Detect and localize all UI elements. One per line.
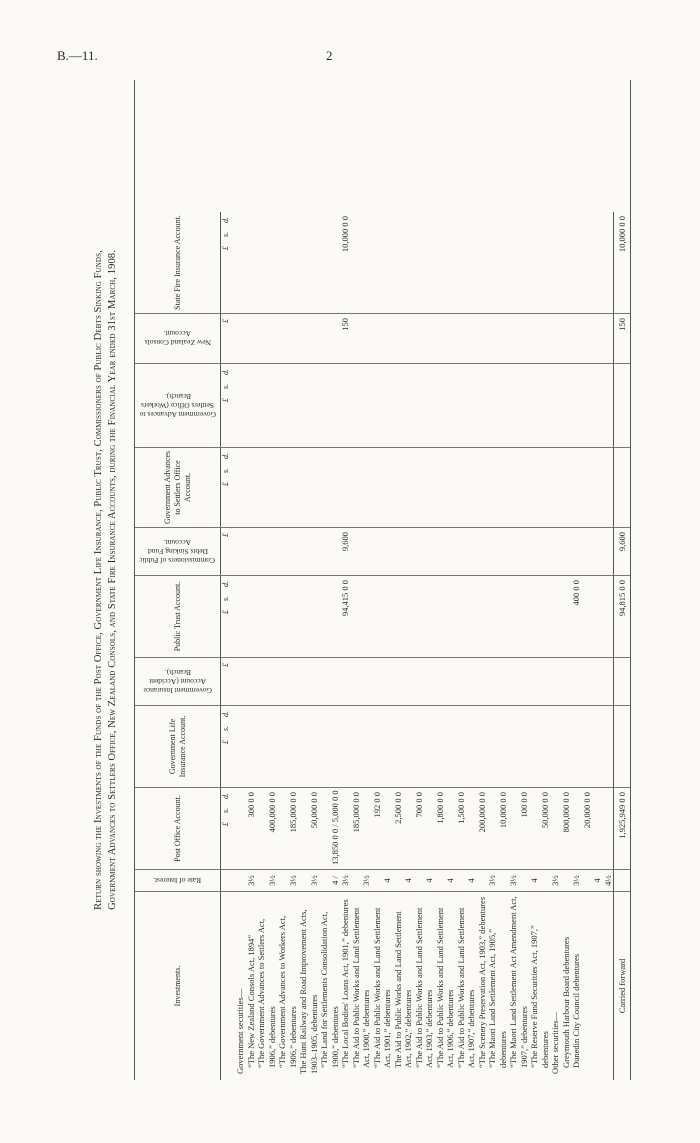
table-row-label: “The Scenery Preservation Act, 1903,” debentures: [476, 896, 487, 1068]
rotated-return-table: [92, 80, 627, 1080]
unit-pounds: £: [221, 610, 230, 615]
col-commissioners: Commissioners of Public Debts Sinking Fund Account.: [139, 538, 216, 565]
table-row-label: “The Aid to Public Works and Land Settlement Act, 1903,” debentures: [413, 907, 434, 1068]
table-cell-rate: 4: [445, 878, 455, 883]
col-gov-settlers: Government Advances to Settlers Office Account.: [135, 448, 221, 528]
total-state-fire: 10,000 0 0: [613, 212, 630, 314]
col-gov-accident: Government Insurance Account (Accident Branch).: [143, 668, 212, 695]
col-gov-workers: Government Advances to Settlers Office (Workers Branch).: [139, 392, 216, 419]
table-cell-rate: 4 / 3½: [329, 875, 350, 886]
nz-consols-column: [235, 314, 613, 364]
title-line-1: Return showing the Investments of the Funds of the Post Office, Government Life Insurance, Public Trust, Commissioners of Public Debts Sinking Funds,: [93, 250, 104, 910]
table-cell-rate: 3½: [487, 875, 497, 886]
table-row-label: “The Land for Settlements Consolidation Act, 1900,” debentures: [319, 911, 340, 1068]
table-row-label: “The Aid to Public Works and Land Settlement Act, 1906,” debentures: [434, 907, 455, 1068]
table-cell-amount: [235, 792, 246, 865]
page-reference: B.—11.: [57, 48, 98, 63]
table-row-label: Greymouth Harbour Board debentures: [560, 936, 571, 1068]
table-cell-amount: 13,850 0 0 / 5,000 0 0: [329, 790, 340, 865]
commissioners-column: [235, 528, 613, 576]
total-post-office: 1,925,949 0 0: [613, 788, 630, 870]
table-cell-amount: 9,600: [340, 532, 350, 552]
table-cell-amount: 20,000 0 0: [581, 792, 592, 829]
table-cell-rate: [235, 874, 246, 887]
total-nz-consols: 150: [613, 314, 630, 364]
table-cell-amount: 2,500 0 0: [392, 792, 403, 824]
carried-forward-row: [613, 80, 630, 1080]
table-cell-amount: 200,000 0 0: [476, 792, 487, 833]
public-trust-column: [235, 576, 613, 658]
unit-pounds: £: [221, 663, 230, 667]
total-public-trust: 94,815 0 0: [613, 576, 630, 658]
table-row-label: “The Government Advances to Settlers Act, 1906,” debentures: [256, 918, 277, 1068]
rate-column: [235, 870, 613, 892]
table-cell-rate: 4: [382, 878, 392, 883]
table-cell-amount: 185,000 0 0: [350, 792, 361, 833]
page-number: 2: [326, 48, 333, 63]
col-nz-consols: New Zealand Consols Account.: [144, 329, 211, 348]
table-cell-rate: 4: [529, 878, 539, 883]
return-title: [92, 80, 120, 1080]
unit-pounds: £: [221, 246, 230, 251]
table-cell-rate: 3½: [550, 875, 560, 886]
col-post-office: Post Office Account.: [135, 788, 221, 870]
unit-pounds: £: [221, 533, 230, 537]
investments-table: [134, 80, 631, 1080]
table-cell-amount: 400,000 0 0: [266, 792, 277, 833]
table-cell-rate: 3½: [245, 875, 256, 886]
table-cell-amount: 400 0 0: [570, 580, 581, 606]
unit-pounds: £: [221, 822, 230, 827]
unit-shillings: s.: [221, 808, 230, 814]
table-cell-amount: 1,800 0 0: [434, 792, 445, 824]
table-cell-amount: 10,000 0 0: [340, 216, 350, 253]
total-commissioners: 9,600: [613, 528, 630, 576]
table-row-label: “The Maori Land Settlement Act Amendment Act, 1907,” debentures: [508, 896, 529, 1068]
col-investments: Investments.: [135, 892, 221, 1080]
table-cell-rate: 4½: [602, 875, 613, 886]
table-cell-rate: [582, 874, 593, 887]
table-cell-amount: 100 0 0: [518, 792, 529, 818]
investments-column: [235, 892, 613, 1080]
table-cell-amount: 94,415 0 0: [340, 580, 350, 617]
total-label: Carried forward: [613, 892, 630, 1080]
table-row-label: The Hunt Railway and Road Improvement Acts, 1903–1905, debentures: [298, 909, 319, 1074]
units-row: [221, 80, 235, 1080]
unit-pence: d.: [221, 217, 230, 223]
table-cell-rate: 4: [403, 878, 413, 883]
table-cell-amount: 192 0 0: [371, 792, 382, 818]
table-cell-rate: 4: [466, 878, 476, 883]
table-cell-rate: 3½: [571, 875, 581, 886]
table-cell-amount: 50,000 0 0: [308, 792, 319, 829]
table-cell-amount: 700 0 0: [413, 792, 424, 818]
unit-shillings: s.: [221, 384, 230, 390]
unit-shillings: s.: [221, 468, 230, 474]
unit-shillings: s.: [221, 232, 230, 238]
col-rate: Rate of Interest.: [153, 876, 202, 885]
gov-accident-column: [235, 658, 613, 706]
table-row-label: Government securities—: [235, 988, 245, 1074]
col-public-trust: Public Trust Account.: [135, 576, 221, 658]
unit-pence: d.: [221, 369, 230, 375]
table-cell-rate: 3½: [266, 875, 277, 886]
table-cell-amount: 1,500 0 0: [455, 792, 466, 824]
title-line-2: Government Advances to Settlers Office, New Zealand Consols, and State Fire Insurance Accounts, during the Financial Year ended 31st March, 1908.: [107, 250, 118, 910]
table-body: [235, 80, 613, 1080]
unit-shillings: s.: [221, 726, 230, 732]
unit-pounds: £: [221, 482, 230, 487]
unit-pounds: £: [221, 319, 230, 323]
table-cell-amount: 800,000 0 0: [560, 792, 571, 833]
table-cell-rate: 3½: [287, 875, 298, 886]
table-row-label: “The Aid to Public Works and Land Settlement Act, 1900,” debentures: [350, 907, 371, 1068]
state-fire-column: [235, 212, 613, 314]
table-cell-amount: 50,000 0 0: [539, 792, 550, 829]
table-cell-amount: 185,000 0 0: [287, 792, 298, 833]
table-row-label: Dunedin City Council debentures: [571, 953, 581, 1068]
unit-pence: d.: [221, 581, 230, 587]
table-row-label: “The Maori Land Settlement Act, 1905,” debentures: [487, 928, 508, 1068]
table-header-row: [135, 80, 221, 1080]
col-gov-life: Government Life Insurance Account.: [135, 706, 221, 788]
table-row-label: Other securities—: [550, 1011, 560, 1074]
gov-life-column: [235, 706, 613, 788]
unit-pounds: £: [221, 740, 230, 745]
table-cell-amount: [571, 792, 582, 865]
unit-pence: d.: [221, 711, 230, 717]
table-cell-amount: [592, 792, 603, 865]
table-cell-rate: 4: [424, 878, 434, 883]
table-cell-rate: 3½: [361, 875, 371, 886]
unit-shillings: s.: [221, 596, 230, 602]
gov-workers-column: [235, 364, 613, 448]
table-cell-rate: 3½: [308, 875, 319, 886]
unit-pence: d.: [221, 793, 230, 799]
table-row-label: “The New Zealand Consols Act, 1894”: [245, 934, 256, 1068]
table-row-label: “The Aid to Public Works and Land Settlement Act, 1907,” debentures: [455, 907, 476, 1068]
unit-pounds: £: [221, 398, 230, 403]
table-cell-rate: 4: [592, 878, 602, 883]
table-row-label: “The Government Advances to Workers Act, 1906,” debentures: [277, 915, 298, 1068]
table-cell-rate: 3½: [508, 875, 518, 886]
table-row-label: “The Local Bodies' Loans Act, 1901,” debentures: [340, 899, 350, 1068]
post-office-column: [235, 788, 613, 870]
table-cell-amount: 10,000 0 0: [497, 792, 508, 829]
table-cell-amount: 150: [340, 318, 350, 331]
col-state-fire: State Fire Insurance Account.: [135, 212, 221, 314]
table-row-label: “The Reserve Fund Securities Act, 1907,” debentures: [529, 925, 550, 1068]
table-row-label: “The Aid to Public Works and Land Settlement Act, 1901,” debentures: [371, 907, 392, 1068]
unit-pence: d.: [221, 453, 230, 459]
table-row-label: The Aid to Public Works and Land Settlement Act, 1902,” debentures: [392, 911, 413, 1068]
gov-settlers-column: [235, 448, 613, 528]
table-cell-amount: 300 0 0: [245, 792, 256, 818]
